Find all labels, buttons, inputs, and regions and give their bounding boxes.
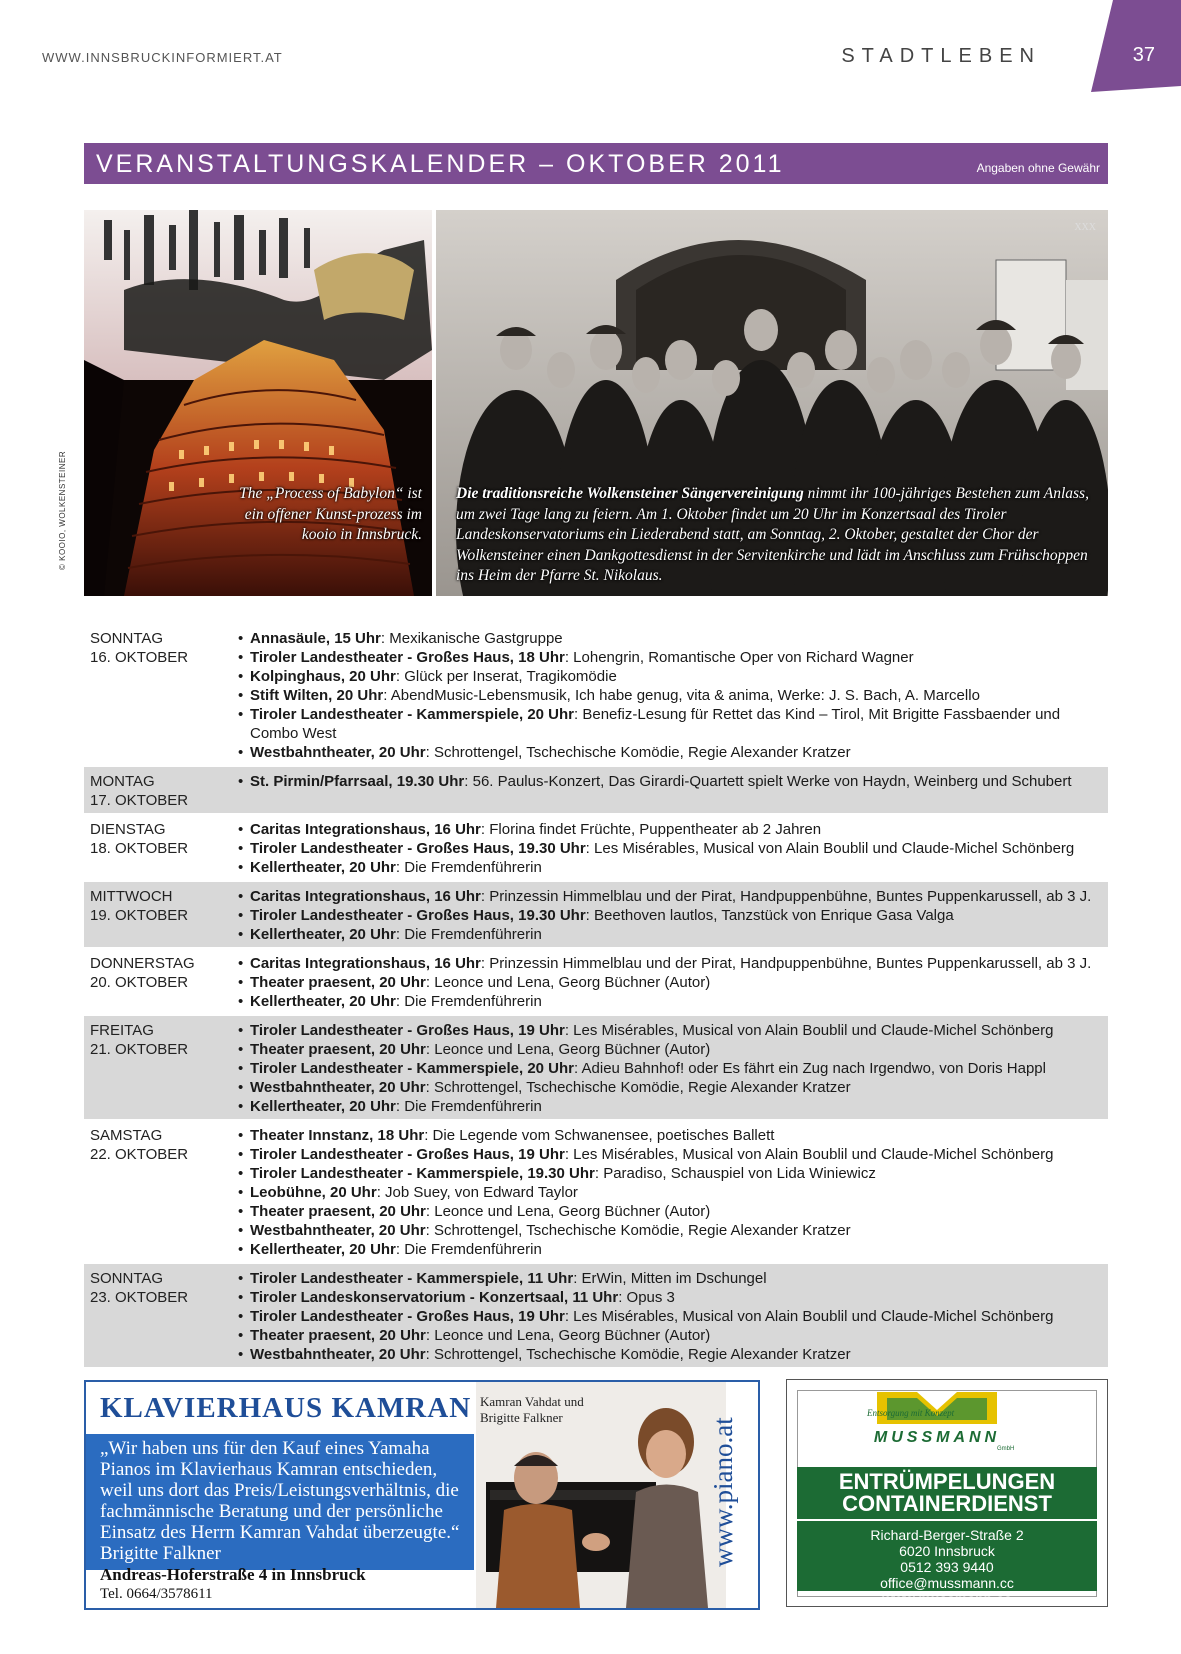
calendar-day: [84, 1121, 1108, 1264]
event-venue: Westbahntheater, 20 Uhr: [250, 1346, 426, 1363]
event-item: [238, 973, 1108, 992]
event-item: [238, 992, 1108, 1011]
banner-note: Angaben ohne Gewähr: [976, 161, 1100, 175]
event-item: [238, 1145, 1108, 1164]
day-date: 17. OKTOBER: [90, 792, 189, 809]
day-weekday: DONNERSTAG: [90, 955, 195, 972]
event-description: : 56. Paulus-Konzert, Das Girardi-Quartett spielt Werke von Haydn, Weinberg und Schubert: [464, 773, 1072, 790]
ad-piano-url[interactable]: www.piano.at: [708, 1417, 738, 1567]
calendar-banner: [84, 143, 1108, 184]
event-venue: Tiroler Landestheater - Großes Haus, 19.30 Uhr: [250, 840, 586, 857]
event-description: : Schrottengel, Tschechische Komödie, Regie Alexander Kratzer: [425, 1346, 851, 1363]
event-description: : Mexikanische Gastgruppe: [380, 630, 563, 647]
event-item: [238, 1021, 1108, 1040]
event-venue: Caritas Integrationshaus, 16 Uhr: [250, 821, 481, 838]
ad-mussmann-headline-2: CONTAINERDIENST: [842, 1491, 1052, 1516]
event-description: : Die Fremdenführerin: [395, 993, 542, 1010]
ad-piano-photo-caption: Kamran Vahdat und Brigitte Falkner: [480, 1394, 584, 1425]
day-weekday: SONNTAG: [90, 630, 164, 647]
event-item: [238, 1345, 1108, 1364]
calendar-day: [84, 624, 1108, 767]
babel-caption: The „Process of Babylon“ ist ein offener Kunst-prozess im kooio in Innsbruck.: [239, 485, 422, 543]
section-title: STADTLEBEN: [841, 45, 1041, 67]
day-date: 19. OKTOBER: [90, 907, 189, 924]
event-description: : Beethoven lautlos, Tanzstück von Enrique Gasa Valga: [585, 907, 954, 924]
event-description: : Florina findet Früchte, Puppentheater ab 2 Jahren: [480, 821, 822, 838]
event-venue: Kolpinghaus, 20 Uhr: [250, 668, 396, 685]
event-item: [238, 667, 1108, 686]
event-venue: Westbahntheater, 20 Uhr: [250, 1079, 426, 1096]
event-item: [238, 648, 1108, 667]
event-description: : Opus 3: [618, 1289, 675, 1306]
event-item: [238, 1288, 1108, 1307]
event-venue: Tiroler Landestheater - Großes Haus, 19 Uhr: [250, 1146, 565, 1163]
mussmann-ad[interactable]: [786, 1379, 1108, 1607]
event-description: : AbendMusic-Lebensmusik, Ich habe genug, vita & anima, Werke: J. S. Bach, A. Marcello: [383, 687, 980, 704]
day-label: [84, 1269, 230, 1364]
calendar-day: [84, 767, 1108, 815]
ad-mussmann-city: 6020 Innsbruck: [899, 1543, 995, 1559]
ad-piano-title: KLAVIERHAUS KAMRAN: [100, 1392, 472, 1424]
day-label: [84, 1126, 230, 1259]
event-description: : Schrottengel, Tschechische Komödie, Regie Alexander Kratzer: [425, 1079, 851, 1096]
ad-mussmann-email[interactable]: office@mussmann.cc: [880, 1575, 1014, 1591]
photo-mark: XXX: [1074, 222, 1096, 233]
site-url[interactable]: WWW.INNSBRUCKINFORMIERT.AT: [42, 50, 283, 65]
event-venue: Theater praesent, 20 Uhr: [250, 1327, 426, 1344]
event-description: : Schrottengel, Tschechische Komödie, Regie Alexander Kratzer: [425, 744, 851, 761]
event-description: : Les Misérables, Musical von Alain Boublil und Claude-Michel Schönberg: [564, 1308, 1054, 1325]
event-item: [238, 1059, 1108, 1078]
event-description: : Die Fremdenführerin: [395, 859, 542, 876]
ad-mussmann-phone: 0512 393 9440: [900, 1559, 994, 1575]
event-venue: Westbahntheater, 20 Uhr: [250, 744, 426, 761]
day-weekday: MITTWOCH: [90, 888, 173, 905]
day-label: [84, 887, 230, 944]
event-description: : Schrottengel, Tschechische Komödie, Regie Alexander Kratzer: [425, 1222, 851, 1239]
day-label: [84, 772, 230, 810]
event-item: [238, 1221, 1108, 1240]
event-description: : Die Fremdenführerin: [395, 926, 542, 943]
event-description: : Les Misérables, Musical von Alain Boublil und Claude-Michel Schönberg: [564, 1146, 1054, 1163]
event-description: : Les Misérables, Musical von Alain Boublil und Claude-Michel Schönberg: [564, 1022, 1054, 1039]
day-weekday: SAMSTAG: [90, 1127, 163, 1144]
event-venue: Kellertheater, 20 Uhr: [250, 1241, 396, 1258]
ad-mussmann-divider: [797, 1519, 1097, 1521]
event-venue: Tiroler Landestheater - Kammerspiele, 20 Uhr: [250, 1060, 575, 1077]
ad-piano-quote: „Wir haben uns für den Kauf eines Yamaha Pianos im Klavierhaus Kamran entschieden, weil uns dort das Preis/Leistungsverhältnis, die fachmännische Beratung und der persönliche Einsatz des Herrn Kamran Vahdat überzeugte.“ Brigitte Falkner: [100, 1438, 460, 1564]
event-venue: Theater praesent, 20 Uhr: [250, 1203, 426, 1220]
event-description: : Les Misérables, Musical von Alain Boublil und Claude-Michel Schönberg: [585, 840, 1075, 857]
event-venue: Kellertheater, 20 Uhr: [250, 993, 396, 1010]
day-weekday: FREITAG: [90, 1022, 154, 1039]
day-events: [230, 954, 1108, 1011]
calendar-day: [84, 1264, 1108, 1369]
day-events: [230, 820, 1108, 877]
event-item: [238, 1240, 1108, 1259]
page-number: 37: [1132, 44, 1155, 66]
event-description: : Lohengrin, Romantische Oper von Richard Wagner: [564, 649, 914, 666]
event-item: [238, 954, 1108, 973]
event-item: [238, 1307, 1108, 1326]
ad-piano-phone: Tel. 0664/3578611: [100, 1586, 213, 1602]
event-item: [238, 887, 1108, 906]
calendar-day: [84, 949, 1108, 1016]
event-item: [238, 1326, 1108, 1345]
event-description: : Die Fremdenführerin: [395, 1098, 542, 1115]
day-events: [230, 629, 1108, 762]
day-label: [84, 820, 230, 877]
day-events: [230, 1269, 1108, 1364]
photo-credit: © KOOIO, WOLKENSTEINER: [58, 450, 67, 570]
mussmann-logo-sub: GmbH: [997, 1446, 1015, 1452]
day-date: 23. OKTOBER: [90, 1289, 189, 1306]
event-description: : Leonce und Lena, Georg Büchner (Autor): [425, 1203, 711, 1220]
event-calendar: [84, 624, 1108, 1369]
event-item: [238, 1183, 1108, 1202]
event-venue: Caritas Integrationshaus, 16 Uhr: [250, 888, 481, 905]
event-venue: Leobühne, 20 Uhr: [250, 1184, 377, 1201]
event-venue: Tiroler Landestheater - Großes Haus, 18 Uhr: [250, 649, 565, 666]
day-date: 18. OKTOBER: [90, 840, 189, 857]
event-venue: Caritas Integrationshaus, 16 Uhr: [250, 955, 481, 972]
event-venue: Tiroler Landestheater - Kammerspiele, 20 Uhr: [250, 706, 575, 723]
day-date: 21. OKTOBER: [90, 1041, 189, 1058]
klavierhaus-kamran-ad[interactable]: [84, 1380, 760, 1610]
event-description: : Leonce und Lena, Georg Büchner (Autor): [425, 974, 711, 991]
event-venue: Tiroler Landestheater - Großes Haus, 19.30 Uhr: [250, 907, 586, 924]
event-description: : Benefiz-Lesung für Rettet das Kind – Tirol, Mit Brigitte Fassbaender und Combo West: [250, 706, 1061, 742]
banner-title: VERANSTALTUNGSKALENDER – OKTOBER 2011: [96, 150, 785, 178]
babel-artwork-photo: [84, 210, 432, 596]
choir-caption-text: nimmt ihr 100-jähriges Bestehen zum Anlass, um zwei Tage lang zu feiern. Am 1. Oktober findet um 20 Uhr im Konzertsaal des Tiroler Landeskonservatoriums ein Liederabend statt, am Sonntag, 2. Oktober, gestaltet der Chor der Wolkensteiner einen Dankgottesdienst in der Servitenkirche und lädt im Anschluss zum Frühschoppen ins Heim der Pfarre St. Nikolaus.: [456, 485, 1089, 584]
ad-mussmann-web[interactable]: www.mussmann.cc: [882, 1591, 1012, 1607]
day-events: [230, 887, 1108, 944]
day-date: 22. OKTOBER: [90, 1146, 189, 1163]
event-description: : Leonce und Lena, Georg Büchner (Autor): [425, 1041, 711, 1058]
day-label: [84, 954, 230, 1011]
event-item: [238, 1040, 1108, 1059]
event-venue: Stift Wilten, 20 Uhr: [250, 687, 384, 704]
day-date: 16. OKTOBER: [90, 649, 189, 666]
event-item: [238, 629, 1108, 648]
day-events: [230, 1021, 1108, 1116]
event-venue: Tiroler Landestheater - Großes Haus, 19 Uhr: [250, 1022, 565, 1039]
event-item: [238, 925, 1108, 944]
day-label: [84, 629, 230, 762]
calendar-day: [84, 815, 1108, 882]
event-description: : Die Fremdenführerin: [395, 1241, 542, 1258]
ad-mussmann-street: Richard-Berger-Straße 2: [870, 1527, 1024, 1543]
event-item: [238, 906, 1108, 925]
choir-group-photo: [436, 210, 1108, 596]
event-venue: Tiroler Landestheater - Großes Haus, 19 Uhr: [250, 1308, 565, 1325]
day-weekday: DIENSTAG: [90, 821, 166, 838]
event-venue: St. Pirmin/Pfarrsaal, 19.30 Uhr: [250, 773, 465, 790]
ad-mussmann-headline-1: ENTRÜMPELUNGEN: [838, 1469, 1056, 1494]
mussmann-logo-text: MUSSMANN: [873, 1429, 1001, 1446]
event-venue: Kellertheater, 20 Uhr: [250, 926, 396, 943]
event-item: [238, 858, 1108, 877]
event-item: [238, 1126, 1108, 1145]
event-item: [238, 1269, 1108, 1288]
event-description: : Job Suey, von Edward Taylor: [376, 1184, 578, 1201]
event-venue: Westbahntheater, 20 Uhr: [250, 1222, 426, 1239]
event-item: [238, 820, 1108, 839]
event-description: : Prinzessin Himmelblau und der Pirat, Handpuppenbühne, Buntes Puppenkarussell, ab 3 J.: [480, 955, 1092, 972]
event-item: [238, 686, 1108, 705]
mussmann-slogan: Entsorgung mit Konzept: [867, 1408, 955, 1418]
event-description: : Adieu Bahnhof! oder Es fährt ein Zug nach Irgendwo, von Doris Happl: [574, 1060, 1046, 1077]
event-description: : ErWin, Mitten im Dschungel: [573, 1270, 767, 1287]
event-item: [238, 1097, 1108, 1116]
event-item: [238, 1164, 1108, 1183]
day-weekday: SONNTAG: [90, 1270, 164, 1287]
day-events: [230, 1126, 1108, 1259]
event-item: [238, 1202, 1108, 1221]
event-venue: Tiroler Landeskonservatorium - Konzertsaal, 11 Uhr: [250, 1289, 619, 1306]
event-description: : Glück per Inserat, Tragikomödie: [395, 668, 617, 685]
event-item: [238, 705, 1108, 743]
choir-caption: [456, 484, 1096, 587]
event-venue: Annasäule, 15 Uhr: [250, 630, 381, 647]
calendar-day: [84, 882, 1108, 949]
ad-piano-address: Andreas-Hoferstraße 4 in Innsbruck: [100, 1565, 366, 1584]
event-description: : Leonce und Lena, Georg Büchner (Autor): [425, 1327, 711, 1344]
choir-caption-lead: Die traditionsreiche Wolkensteiner Sängervereinigung: [456, 485, 804, 502]
event-description: : Paradiso, Schauspiel von Lida Winiewicz: [594, 1165, 876, 1182]
event-venue: Theater praesent, 20 Uhr: [250, 1041, 426, 1058]
day-events: [230, 772, 1108, 810]
event-venue: Kellertheater, 20 Uhr: [250, 859, 396, 876]
event-venue: Tiroler Landestheater - Kammerspiele, 19.30 Uhr: [250, 1165, 595, 1182]
event-item: [238, 839, 1108, 858]
day-label: [84, 1021, 230, 1116]
event-item: [238, 772, 1108, 791]
calendar-day: [84, 1016, 1108, 1121]
event-venue: Theater praesent, 20 Uhr: [250, 974, 426, 991]
ad-mussmann-contact-box: [797, 1467, 1097, 1607]
day-date: 20. OKTOBER: [90, 974, 189, 991]
mussmann-logo: [847, 1386, 1027, 1456]
event-description: : Prinzessin Himmelblau und der Pirat, Handpuppenbühne, Buntes Puppenkarussell, ab 3 J.: [480, 888, 1092, 905]
event-venue: Tiroler Landestheater - Kammerspiele, 11 Uhr: [250, 1270, 574, 1287]
day-weekday: MONTAG: [90, 773, 155, 790]
event-item: [238, 743, 1108, 762]
event-venue: Theater Innstanz, 18 Uhr: [250, 1127, 425, 1144]
event-description: : Die Legende vom Schwanensee, poetisches Ballett: [424, 1127, 775, 1144]
event-venue: Kellertheater, 20 Uhr: [250, 1098, 396, 1115]
event-item: [238, 1078, 1108, 1097]
